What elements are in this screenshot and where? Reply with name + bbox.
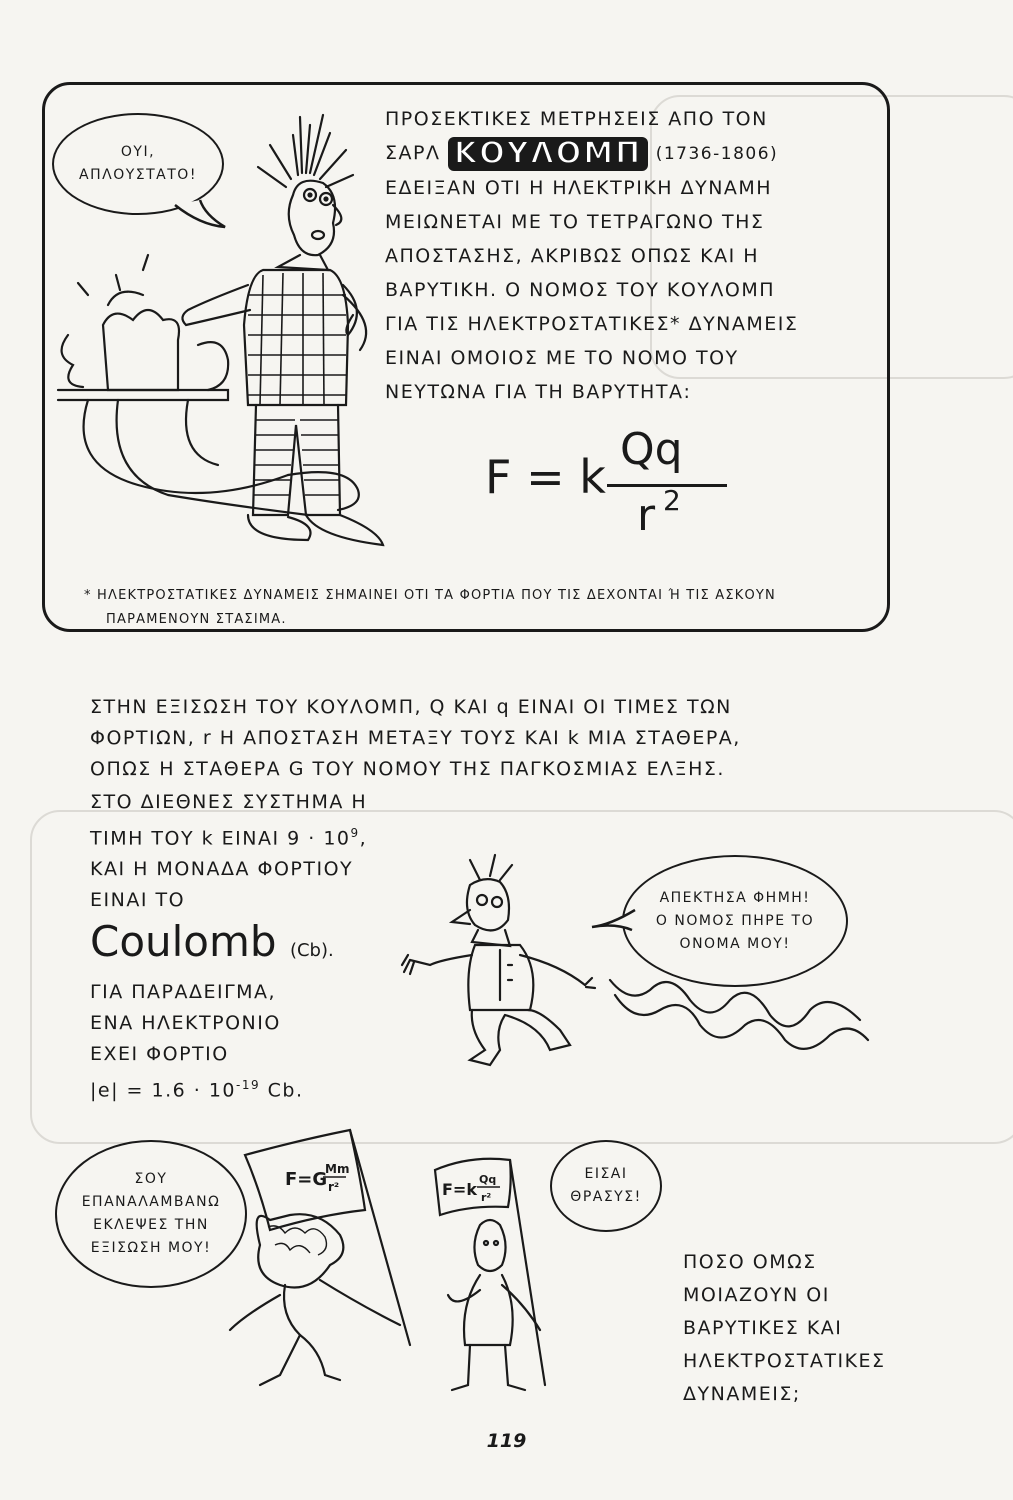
- footnote: * ΗΛΕΚΤΡΟΣΤΑΤΙΚΕΣ ΔΥΝΑΜΕΙΣ ΣΗΜΑΙΝΕΙ ΟΤΙ ΤΑ ΦΟΡΤΙΑ ΠΟΥ ΤΙΣ ΔΕΧΟΝΤΑΙ Ή ΤΙΣ ΑΣΚΟΥΝ ΠΑΡΑΜΕΝΟΥΝ ΣΤΑΣΙΜΑ.: [84, 588, 776, 627]
- k-value-line: ΤΙΜΗ ΤΟΥ k ΕΙΝΑΙ $9 \cdot 10^9$,: [90, 826, 368, 850]
- coulomb-figure-illustration: [48, 95, 393, 565]
- speech-bubble-simple: ΟΥΙ, ΑΠΛΟΥΣΤΑΤΟ!: [52, 113, 224, 215]
- coulomb-name-title: ΚΟΥΛΟΜΠ: [448, 137, 648, 171]
- flag-left-den: r²: [328, 1180, 340, 1194]
- name-line: ΣΑΡΛ ΚΟΥΛΟΜΠ (1736-1806): [385, 135, 779, 171]
- flag-right-den: r²: [481, 1191, 492, 1204]
- coulomb-law-formula: F = k Qq r 2: [485, 432, 745, 552]
- flag-right-num: Qq: [479, 1173, 497, 1186]
- flag-right-lhs: F=k: [442, 1180, 477, 1199]
- page-number: 119: [486, 1430, 527, 1452]
- closing-question: ΠΟΣΟ ΟΜΩΣ ΜΟΙΑΖΟΥΝ ΟΙ ΒΑΡΥΤΙΚΕΣ ΚΑΙ ΗΛΕΚΤΡΟΣΤΑΤΙΚΕΣ ΔΥΝΑΜΕΙΣ;: [683, 1251, 886, 1405]
- coulomb-description: ΠΡΟΣΕΚΤΙΚΕΣ ΜΕΤΡΗΣΕΙΣ ΑΠΟ ΤΟΝ ΣΑΡΛ ΚΟΥΛΟΜΠ (1736-1806) ΕΔΕΙΞΑΝ ΟΤΙ Η ΗΛΕΚΤΡΙΚΗ ΔΥΝΑΜΗ ΜΕΙΩΝΕΤΑΙ ΜΕ ΤΟ ΤΕΤΡΑΓΩΝΟ ΤΗΣ ΑΠΟΣΤΑΣΗΣ, ΑΚΡΙΒΩΣ ΟΠΩΣ ΚΑΙ Η ΒΑΡΥΤΙΚΗ. Ο ΝΟΜΟΣ ΤΟΥ ΚΟΥΛΟΜΠ ΓΙΑ ΤΙΣ ΗΛΕΚΤΡΟΣΤΑΤΙΚΕΣ* ΔΥΝΑΜΕΙΣ ΕΙΝΑΙ ΟΜΟΙΟΣ ΜΕ ΤΟ ΝΟΜΟ ΤΟΥ ΝΕΥΤΩΝΑ ΓΙΑ ΤΗ ΒΑΡΥΤΗΤΑ:: [385, 102, 865, 409]
- speech-bubble-fame: ΑΠΕΚΤΗΣΑ ΦΗΜΗ! Ο ΝΟΜΟΣ ΠΗΡΕ ΤΟ ΟΝΟΜΑ ΜΟΥ!: [622, 855, 848, 987]
- si-unit-explanation: ΣΤΟ ΔΙΕΘΝΕΣ ΣΥΣΤΗΜΑ Η ΤΙΜΗ ΤΟΥ k ΕΙΝΑΙ $9 \cdot 10^9$, ΚΑΙ Η ΜΟΝΑΔΑ ΦΟΡΤΙΟΥ ΕΙΝΑΙ ΤΟ Coulomb (Cb). ΓΙΑ ΠΑΡΑΔΕΙΓΜΑ, ΕΝΑ ΗΛΕΚΤΡΟΝΙΟ ΕΧΕΙ ΦΟΡΤΙΟ $|e| = 1.6 \cdot 10^{-19}$ Cb.: [90, 787, 390, 1107]
- newton-coulomb-flag-illustration: [190, 1115, 600, 1400]
- flag-left-lhs: F=G: [285, 1169, 328, 1190]
- speech-bubble-stole-equation: ΣΟΥ ΕΠΑΝΑΛΑΜΒΑΝΩ ΕΚΛΕΨΕΣ ΤΗΝ ΕΞΙΣΩΣΗ ΜΟΥ!: [55, 1140, 247, 1288]
- equation-explanation: ΣΤΗΝ ΕΞΙΣΩΣΗ ΤΟΥ ΚΟΥΛΟΜΠ, Q ΚΑΙ q ΕΙΝΑΙ ΟΙ ΤΙΜΕΣ ΤΩΝ ΦΟΡΤΙΩΝ, r Η ΑΠΟΣΤΑΣΗ ΜΕΤΑΞΥ ΤΟΥΣ ΚΑΙ k ΜΙΑ ΣΤΑΘΕΡΑ, ΟΠΩΣ Η ΣΤΑΘΕΡΑ G ΤΟΥ ΝΟΜΟΥ ΤΗΣ ΠΑΓΚΟΣΜΙΑΣ ΕΛΞΗΣ.: [90, 696, 741, 780]
- electron-charge-line: $|e| = 1.6 \cdot 10^{-19}$ Cb.: [90, 1078, 304, 1102]
- coulomb-unit: Coulomb (Cb).: [90, 917, 334, 967]
- flag-left-num: Mm: [325, 1162, 350, 1176]
- bubble-tail: [590, 905, 640, 935]
- speech-bubble-insolent: ΕΙΣΑΙ ΘΡΑΣΥΣ!: [550, 1140, 662, 1232]
